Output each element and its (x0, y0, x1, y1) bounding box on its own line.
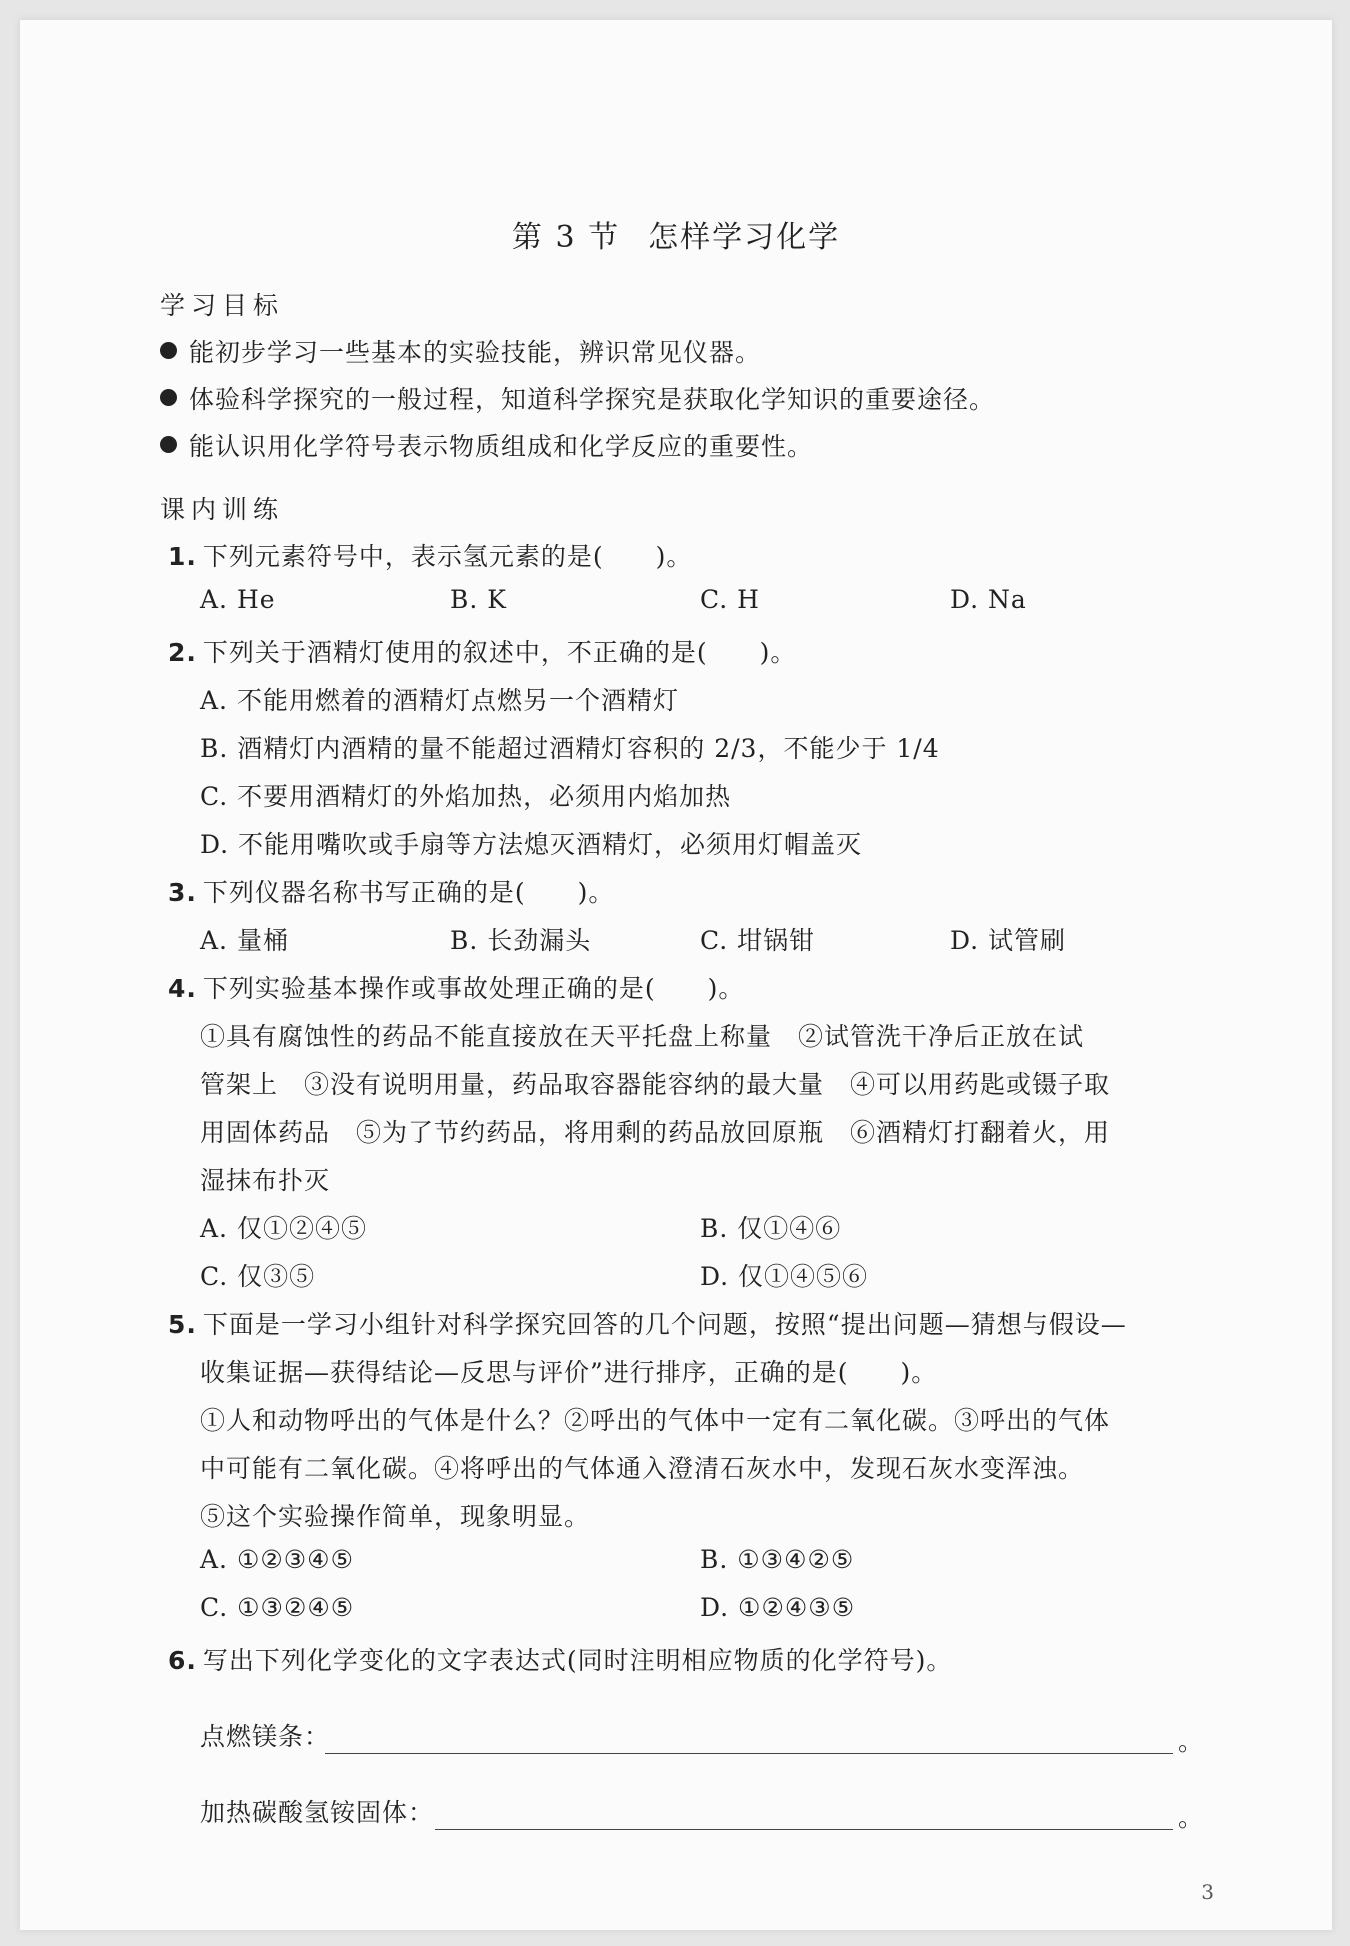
q5-body-line: 中可能有二氧化碳。④将呼出的气体通入澄清石灰水中，发现石灰水变浑浊。 (200, 1454, 1085, 1483)
q5-option-d: D. ①②④③⑤ (700, 1593, 856, 1622)
section-number: 第 3 节 (511, 220, 621, 255)
q4-option-c: C. 仅③⑤ (200, 1262, 316, 1291)
workbook-page (20, 20, 1332, 1930)
q4-body-line: 湿抹布扑灭 (200, 1166, 331, 1195)
q5-body-line: ①人和动物呼出的气体是什么？②呼出的气体中一定有二氧化碳。③呼出的气体 (200, 1406, 1111, 1435)
q2-option-d: D. 不能用嘴吹或手扇等方法熄灭酒精灯，必须用灯帽盖灭 (200, 830, 863, 859)
q5-text-line: 收集证据—获得结论—反思与评价”进行排序，正确的是( )。 (200, 1358, 938, 1387)
q2-option-a: A. 不能用燃着的酒精灯点燃另一个酒精灯 (200, 686, 679, 715)
blank-label-ammonium-bicarbonate: 加热碳酸氢铵固体： (200, 1798, 435, 1827)
q1-option-d: D. Na (950, 585, 1027, 614)
answer-line-ammonium-bicarbonate[interactable] (435, 1829, 1173, 1830)
blank-label-magnesium: 点燃镁条： (200, 1722, 331, 1751)
answer-line-magnesium[interactable] (325, 1753, 1173, 1754)
q5-option-a: A. ①②③④⑤ (200, 1545, 355, 1574)
section-name: 怎样学习化学 (648, 220, 841, 255)
question-3: 3. 下列仪器名称书写正确的是( )。 (168, 878, 615, 907)
objectives-heading: 学习目标 (160, 291, 285, 320)
q3-option-c: C. 坩锅钳 (700, 926, 816, 955)
q3-option-d: D. 试管刷 (950, 926, 1067, 955)
q5-option-c: C. ①③②④⑤ (200, 1593, 355, 1622)
bullet-icon (160, 342, 177, 359)
objective-item: 能初步学习一些基本的实验技能，辨识常见仪器。 (160, 333, 761, 369)
q3-option-b: B. 长劲漏头 (450, 926, 592, 955)
question-1: 1. 下列元素符号中，表示氢元素的是( )。 (168, 542, 693, 571)
question-5: 5. 下面是一学习小组针对科学探究回答的几个问题，按照“提出问题—猜想与假设— (168, 1310, 1127, 1339)
question-2: 2. 下列关于酒精灯使用的叙述中，不正确的是( )。 (168, 638, 797, 667)
q5-option-b: B. ①③④②⑤ (700, 1545, 855, 1574)
q1-option-c: C. H (700, 585, 760, 614)
blank-end-mark: 。 (1178, 1727, 1204, 1756)
page-title (20, 212, 1332, 256)
q2-option-b: B. 酒精灯内酒精的量不能超过酒精灯容积的 2/3，不能少于 1/4 (200, 734, 940, 763)
page-number: 3 (1201, 1880, 1214, 1904)
question-4: 4. 下列实验基本操作或事故处理正确的是( )。 (168, 974, 745, 1003)
practice-heading: 课内训练 (160, 495, 285, 524)
blank-end-mark: 。 (1178, 1803, 1204, 1832)
q1-option-b: B. K (450, 585, 507, 614)
objective-item: 体验科学探究的一般过程，知道科学探究是获取化学知识的重要途径。 (160, 380, 995, 416)
q4-option-b: B. 仅①④⑥ (700, 1214, 842, 1243)
q4-option-d: D. 仅①④⑤⑥ (700, 1262, 869, 1291)
q4-option-a: A. 仅①②④⑤ (200, 1214, 367, 1243)
bullet-icon (160, 389, 177, 406)
q4-body-line: ①具有腐蚀性的药品不能直接放在天平托盘上称量 ②试管洗干净后正放在试 (200, 1022, 1085, 1051)
q3-option-a: A. 量桶 (200, 926, 289, 955)
objective-item: 能认识用化学符号表示物质组成和化学反应的重要性。 (160, 427, 813, 463)
bullet-icon (160, 436, 177, 453)
q4-body-line: 管架上 ③没有说明用量，药品取容器能容纳的最大量 ④可以用药匙或镊子取 (200, 1070, 1111, 1099)
q1-option-a: A. He (200, 585, 276, 614)
q5-body-line: ⑤这个实验操作简单，现象明显。 (200, 1502, 591, 1531)
q2-option-c: C. 不要用酒精灯的外焰加热，必须用内焰加热 (200, 782, 732, 811)
q4-body-line: 用固体药品 ⑤为了节约药品，将用剩的药品放回原瓶 ⑥酒精灯打翻着火，用 (200, 1118, 1111, 1147)
question-6: 6. 写出下列化学变化的文字表达式(同时注明相应物质的化学符号)。 (168, 1646, 953, 1675)
